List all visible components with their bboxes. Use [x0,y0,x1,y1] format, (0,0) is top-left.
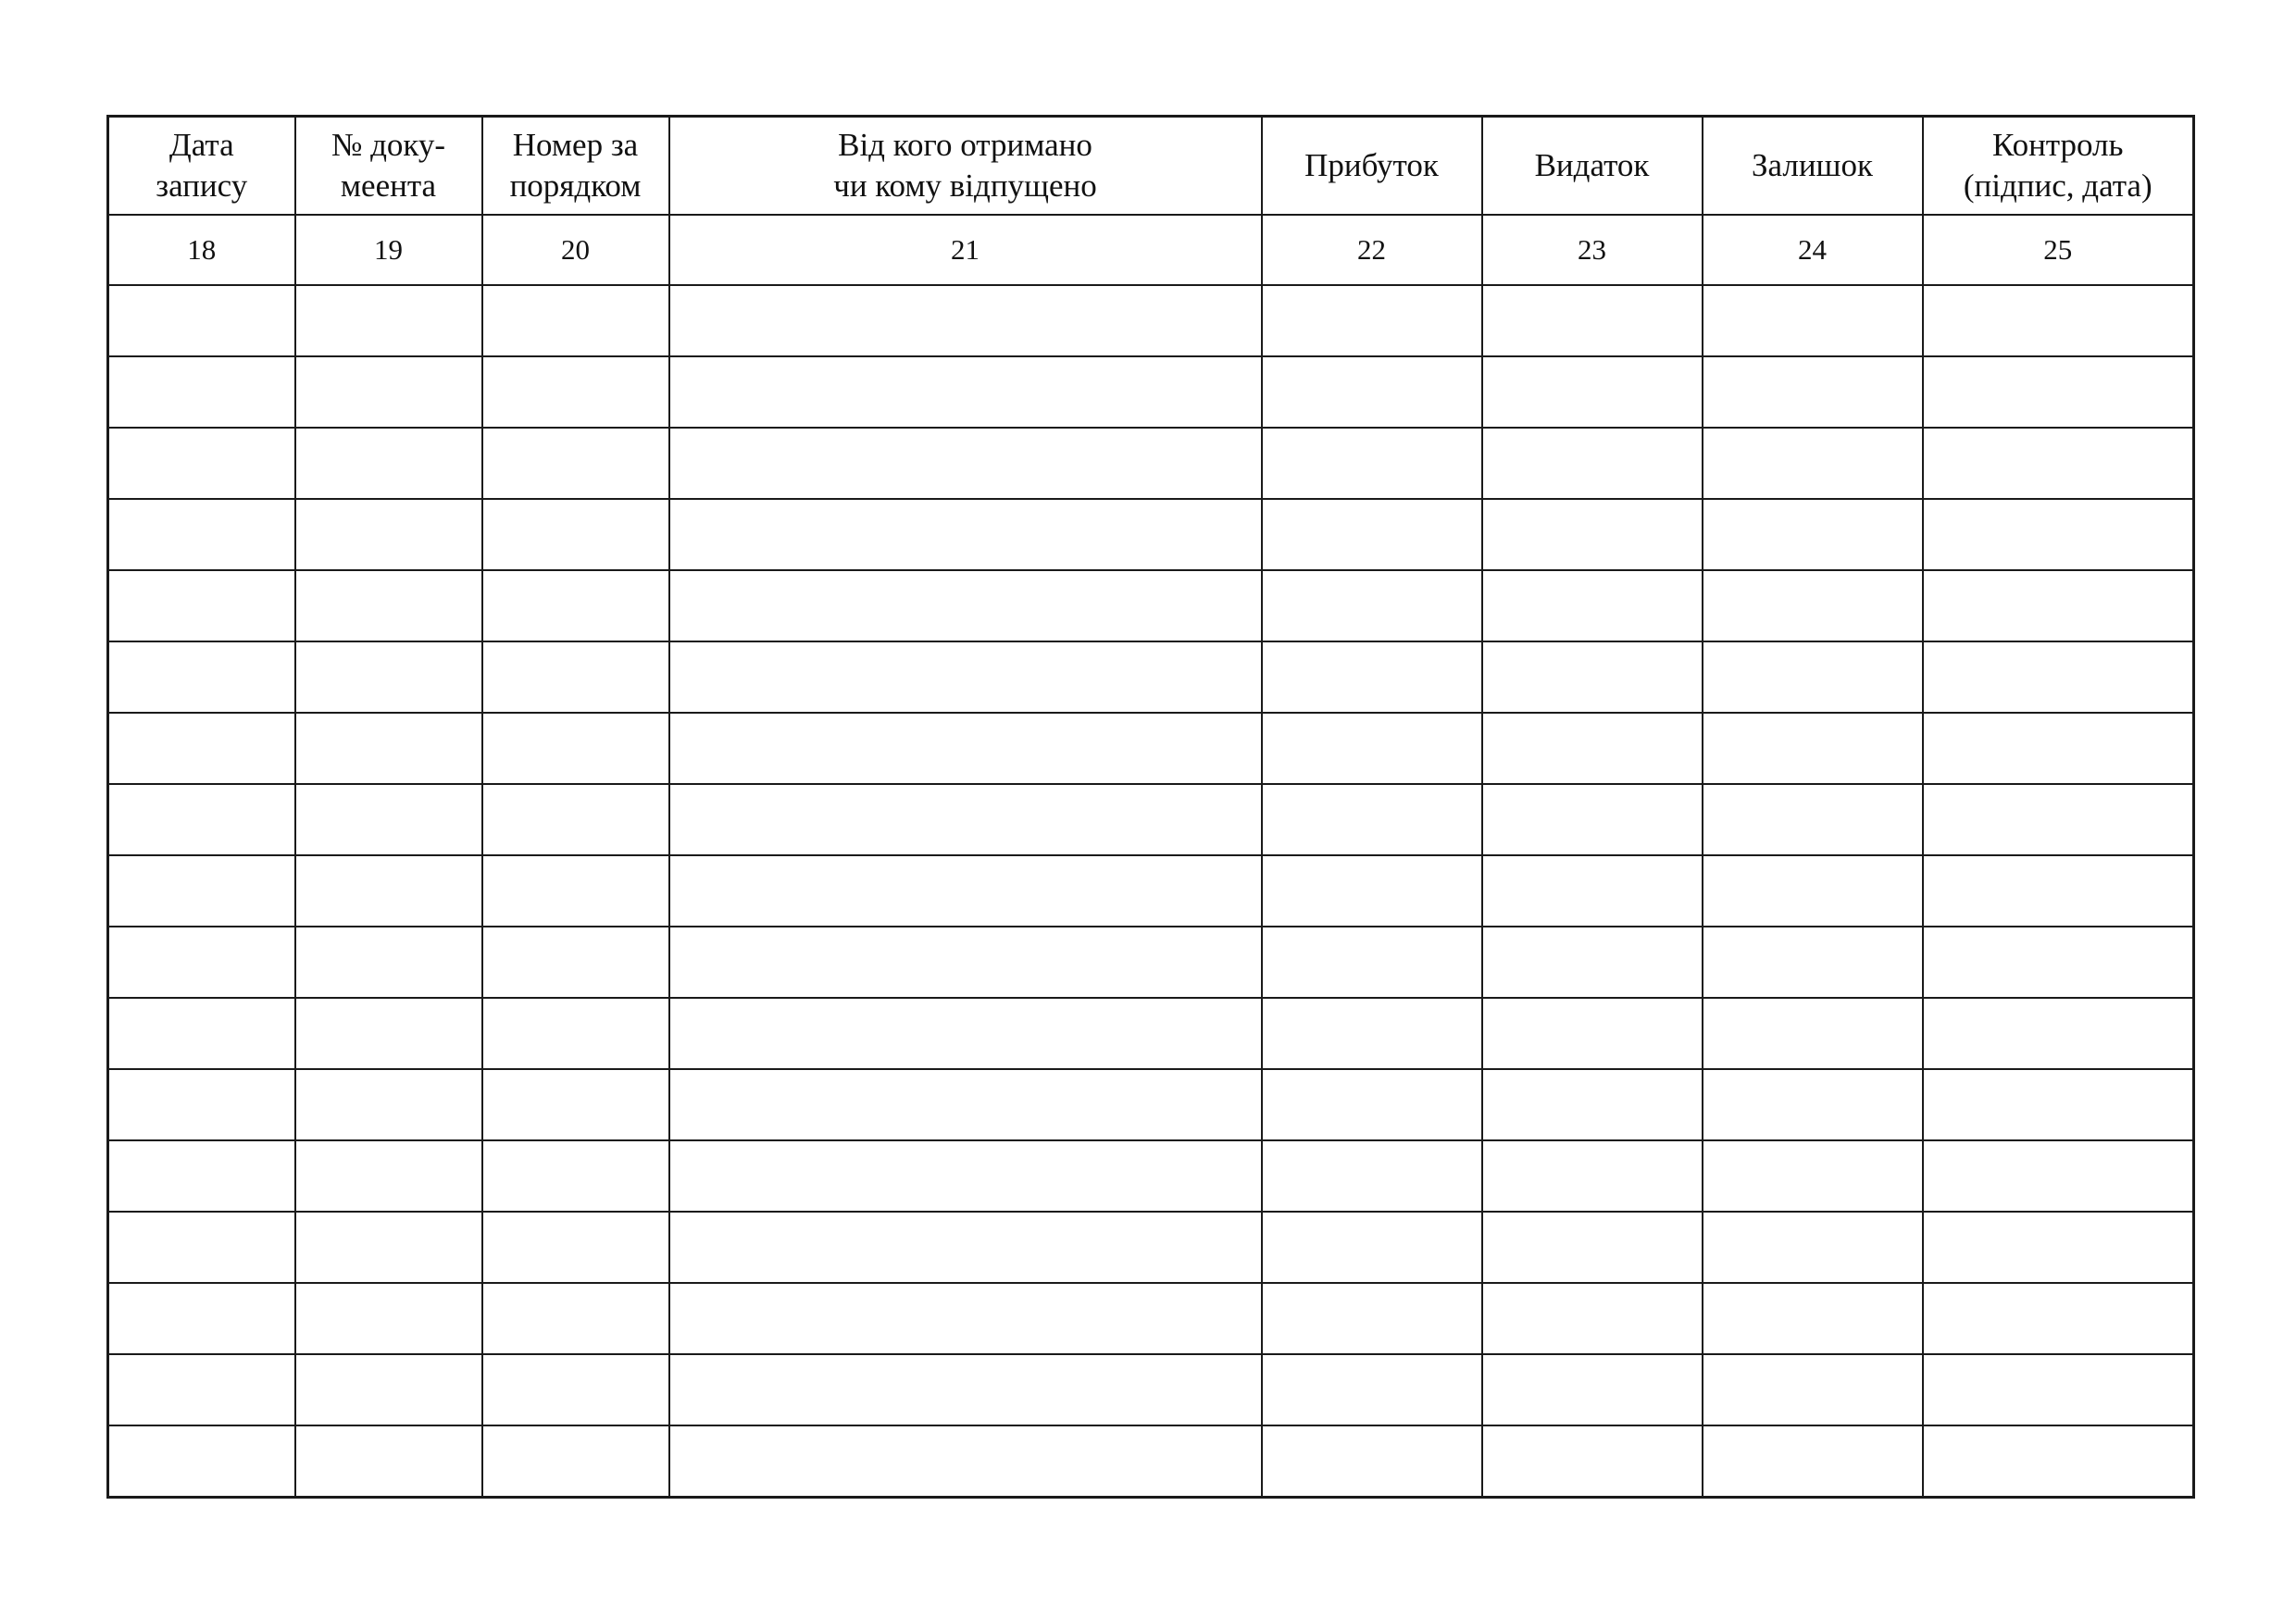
ledger-body [108,285,2194,1498]
entry-cell [482,1140,669,1212]
entry-cell [669,570,1262,641]
entry-cell [1923,428,2194,499]
entry-cell [1482,1354,1703,1425]
table-row [108,1425,2194,1498]
entry-cell [1923,1425,2194,1498]
entry-cell [1703,428,1923,499]
entry-cell [108,641,295,713]
entry-cell [1923,1212,2194,1283]
column-number: 20 [482,215,669,285]
table-row [108,1069,2194,1140]
entry-cell [1482,641,1703,713]
table-row [108,641,2194,713]
entry-cell [1703,1069,1923,1140]
entry-cell [1482,927,1703,998]
header-label-expense: Видаток [1534,147,1650,183]
entry-cell [1482,855,1703,927]
entry-cell [1482,784,1703,855]
entry-cell [482,998,669,1069]
entry-cell [1482,1425,1703,1498]
entry-cell [295,641,482,713]
entry-cell [1923,855,2194,927]
column-number: 21 [669,215,1262,285]
entry-cell [1703,784,1923,855]
entry-cell [1703,1354,1923,1425]
entry-cell [482,1069,669,1140]
entry-cell [1262,356,1482,428]
entry-cell [669,713,1262,784]
entry-cell [1262,784,1482,855]
entry-cell [108,356,295,428]
entry-cell [1262,998,1482,1069]
entry-cell [669,998,1262,1069]
entry-cell [669,784,1262,855]
entry-cell [295,285,482,356]
table-row [108,1283,2194,1354]
entry-cell [1482,998,1703,1069]
entry-cell [108,570,295,641]
header-cell-expense [1482,117,1703,216]
entry-cell [1703,499,1923,570]
entry-cell [1923,499,2194,570]
entry-cell [108,1425,295,1498]
header-label-date: Дата запису [156,127,248,204]
entry-cell [1923,285,2194,356]
column-number: 23 [1482,215,1703,285]
entry-cell [1923,927,2194,998]
entry-cell [1703,1283,1923,1354]
entry-cell [1703,1140,1923,1212]
entry-cell [1923,784,2194,855]
entry-cell [1262,927,1482,998]
entry-cell [669,1283,1262,1354]
entry-cell [1262,285,1482,356]
entry-cell [669,1212,1262,1283]
header-label-income: Прибуток [1304,147,1439,183]
entry-cell [295,927,482,998]
entry-cell [482,1212,669,1283]
table-row [108,285,2194,356]
entry-cell [1923,998,2194,1069]
entry-cell [1262,1283,1482,1354]
table-row [108,1140,2194,1212]
table-row [108,1212,2194,1283]
entry-cell [1262,428,1482,499]
ledger-table [106,115,2195,1499]
header-label-control: Контроль (підпис, дата) [1963,127,2152,204]
entry-cell [108,784,295,855]
entry-cell [1482,1212,1703,1283]
table-row [108,713,2194,784]
entry-cell [482,356,669,428]
entry-cell [108,1069,295,1140]
entry-cell [669,499,1262,570]
entry-cell [1923,641,2194,713]
column-number: 22 [1262,215,1482,285]
entry-cell [295,713,482,784]
entry-cell [1482,713,1703,784]
entry-cell [1482,1140,1703,1212]
entry-cell [295,499,482,570]
entry-cell [482,1283,669,1354]
entry-cell [482,285,669,356]
entry-cell [1482,356,1703,428]
entry-cell [669,285,1262,356]
entry-cell [1262,1140,1482,1212]
entry-cell [1482,1069,1703,1140]
table-row [108,499,2194,570]
entry-cell [669,428,1262,499]
entry-cell [1262,499,1482,570]
entry-cell [108,285,295,356]
entry-cell [1923,1283,2194,1354]
entry-cell [108,1140,295,1212]
header-cell-document-number [295,117,482,216]
entry-cell [482,570,669,641]
entry-cell [482,641,669,713]
entry-cell [669,1425,1262,1498]
header-cell-date [108,117,295,216]
table-row [108,998,2194,1069]
entry-cell [1262,1212,1482,1283]
entry-cell [1262,855,1482,927]
header-label-counterparty: Від кого отримано чи кому відпущено [833,127,1097,204]
entry-cell [108,927,295,998]
entry-cell [482,713,669,784]
entry-cell [108,998,295,1069]
entry-cell [108,1212,295,1283]
table-row [108,570,2194,641]
entry-cell [108,855,295,927]
header-cell-control [1923,117,2194,216]
table-row [108,1354,2194,1425]
entry-cell [108,1283,295,1354]
entry-cell [295,1069,482,1140]
entry-cell [669,1140,1262,1212]
entry-cell [1703,285,1923,356]
entry-cell [669,1069,1262,1140]
header-cell-sequence-number [482,117,669,216]
entry-cell [295,1283,482,1354]
entry-cell [1923,1069,2194,1140]
entry-cell [1703,356,1923,428]
entry-cell [295,784,482,855]
table-row [108,428,2194,499]
entry-cell [482,1354,669,1425]
entry-cell [1703,641,1923,713]
entry-cell [669,1354,1262,1425]
entry-cell [1262,1354,1482,1425]
table-row [108,356,2194,428]
entry-cell [295,356,482,428]
table-row [108,927,2194,998]
entry-cell [108,713,295,784]
entry-cell [295,1425,482,1498]
entry-cell [108,1354,295,1425]
entry-cell [1703,1425,1923,1498]
column-number: 18 [108,215,295,285]
entry-cell [1703,713,1923,784]
entry-cell [1482,428,1703,499]
header-cell-counterparty [669,117,1262,216]
entry-cell [1482,1283,1703,1354]
entry-cell [295,1140,482,1212]
entry-cell [669,641,1262,713]
header-label-sequence-number: Номер за порядком [509,127,642,204]
header-label-document-number: № доку- меента [331,127,446,204]
entry-cell [1262,1069,1482,1140]
entry-cell [1923,356,2194,428]
entry-cell [482,784,669,855]
entry-cell [108,499,295,570]
entry-cell [1703,570,1923,641]
entry-cell [1482,570,1703,641]
table-row [108,784,2194,855]
header-cell-income [1262,117,1482,216]
entry-cell [1923,1140,2194,1212]
entry-cell [295,1212,482,1283]
column-number: 24 [1703,215,1923,285]
entry-cell [1923,713,2194,784]
entry-cell [295,998,482,1069]
entry-cell [1482,499,1703,570]
entry-cell [1703,927,1923,998]
entry-cell [1482,285,1703,356]
column-number: 19 [295,215,482,285]
entry-cell [295,428,482,499]
column-number: 25 [1923,215,2194,285]
entry-cell [669,855,1262,927]
entry-cell [1703,855,1923,927]
header-cell-balance [1703,117,1923,216]
entry-cell [108,428,295,499]
table-row [108,855,2194,927]
entry-cell [669,356,1262,428]
entry-cell [1262,1425,1482,1498]
entry-cell [1703,998,1923,1069]
entry-cell [295,855,482,927]
entry-cell [295,570,482,641]
entry-cell [1262,713,1482,784]
entry-cell [1923,1354,2194,1425]
entry-cell [482,1425,669,1498]
entry-cell [1262,570,1482,641]
header-label-balance: Залишок [1751,147,1874,183]
entry-cell [1923,570,2194,641]
entry-cell [669,927,1262,998]
entry-cell [482,428,669,499]
entry-cell [482,927,669,998]
header-row [108,117,2194,216]
entry-cell [295,1354,482,1425]
column-number-row [108,215,2194,285]
entry-cell [482,499,669,570]
entry-cell [1703,1212,1923,1283]
entry-cell [482,855,669,927]
entry-cell [1262,641,1482,713]
